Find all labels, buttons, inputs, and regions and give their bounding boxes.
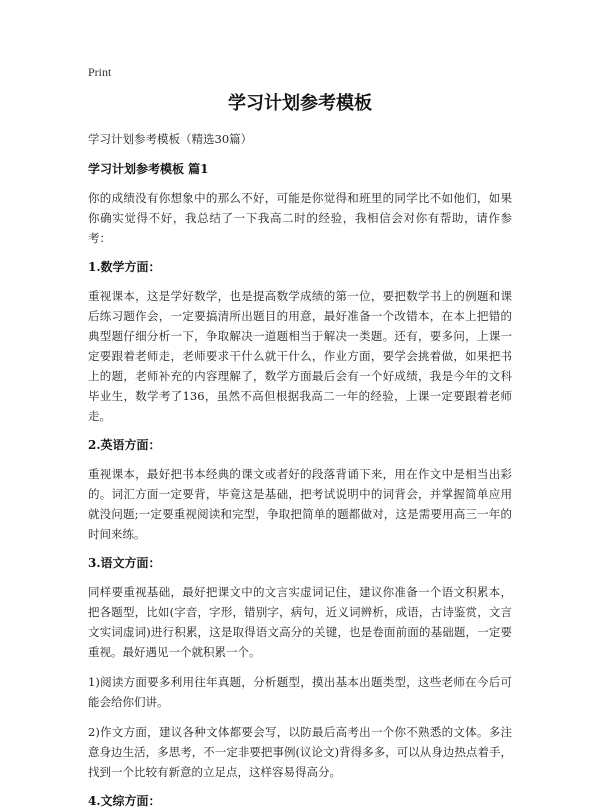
document-title: 学习计划参考模板 [228, 93, 372, 114]
section-heading-chinese: 3.语文方面： [88, 556, 161, 570]
chinese-paragraph-reading: 1)阅读方面要多利用往年真题，分析题型，摸出基本出题类型，这些老师在今后可能会给你们讲。 [88, 675, 512, 709]
document-subtitle: 学习计划参考模板（精选30篇） [88, 132, 253, 146]
english-paragraph: 重视课本，最好把书本经典的课文或者好的段落背诵下来，用在作文中是相当出彩的。词汇方面一定要背，毕竟这是基础，把考试说明中的词背会，并掌握简单应用就没问题;一定要重视阅读和完型，争取把简单的题都做对，这是需要用高三一年的时间来练。 [88, 467, 512, 541]
section-heading-liberal-arts: 4.文综方面： [88, 794, 161, 808]
chinese-paragraph-writing: 2)作文方面，建议各种文体都要会写，以防最后高考出一个你不熟悉的文体。多注意身边生活，多思考，不一定非要把事例(议论文)背得多多，可以从身边热点着手，找到一个比较有新意的立足点，这样容易得高分。 [88, 725, 512, 779]
section-heading-english: 2.英语方面： [88, 438, 161, 452]
article-heading: 学习计划参考模板 篇1 [88, 162, 209, 176]
math-paragraph: 重视课本，这是学好数学，也是提高数学成绩的第一位，要把数学书上的例题和课后练习题作会，一定要搞清所出题目的用意，最好准备一个改错本，在本上把错的典型题仔细分析一下，争取解决一道题相当于解决一类题。还有，要多问，上课一定要跟着老师走，老师要求干什么就干什么，作业方面，要学会挑着做，如果把书上的题，老师补充的内容理解了，数学方面最后会有一个好成绩，我是今年的文科毕业生，数学考了136，虽然不高但根据我高二一年的经验，上课一定要跟着老师走。 [88, 289, 512, 423]
section-heading-math: 1.数学方面： [88, 260, 161, 274]
print-link[interactable]: Print [88, 65, 112, 79]
chinese-paragraph-basics: 同样要重视基础，最好把课文中的文言实虚词记住，建议你准备一个语文积累本，把各题型，比如(字音，字形，错别字，病句，近义词辨析，成语，古诗鉴赏，文言文实词虚词)进行积累，这是取得语文高分的关键，也是卷面前面的基础题，一定要重视。最好遇见一个就积累一个。 [88, 585, 512, 659]
intro-paragraph: 你的成绩没有你想象中的那么不好，可能是你觉得和班里的同学比不如他们，如果你确实觉得不好，我总结了一下我高二时的经验，我相信会对你有帮助，请作参考： [88, 191, 512, 245]
